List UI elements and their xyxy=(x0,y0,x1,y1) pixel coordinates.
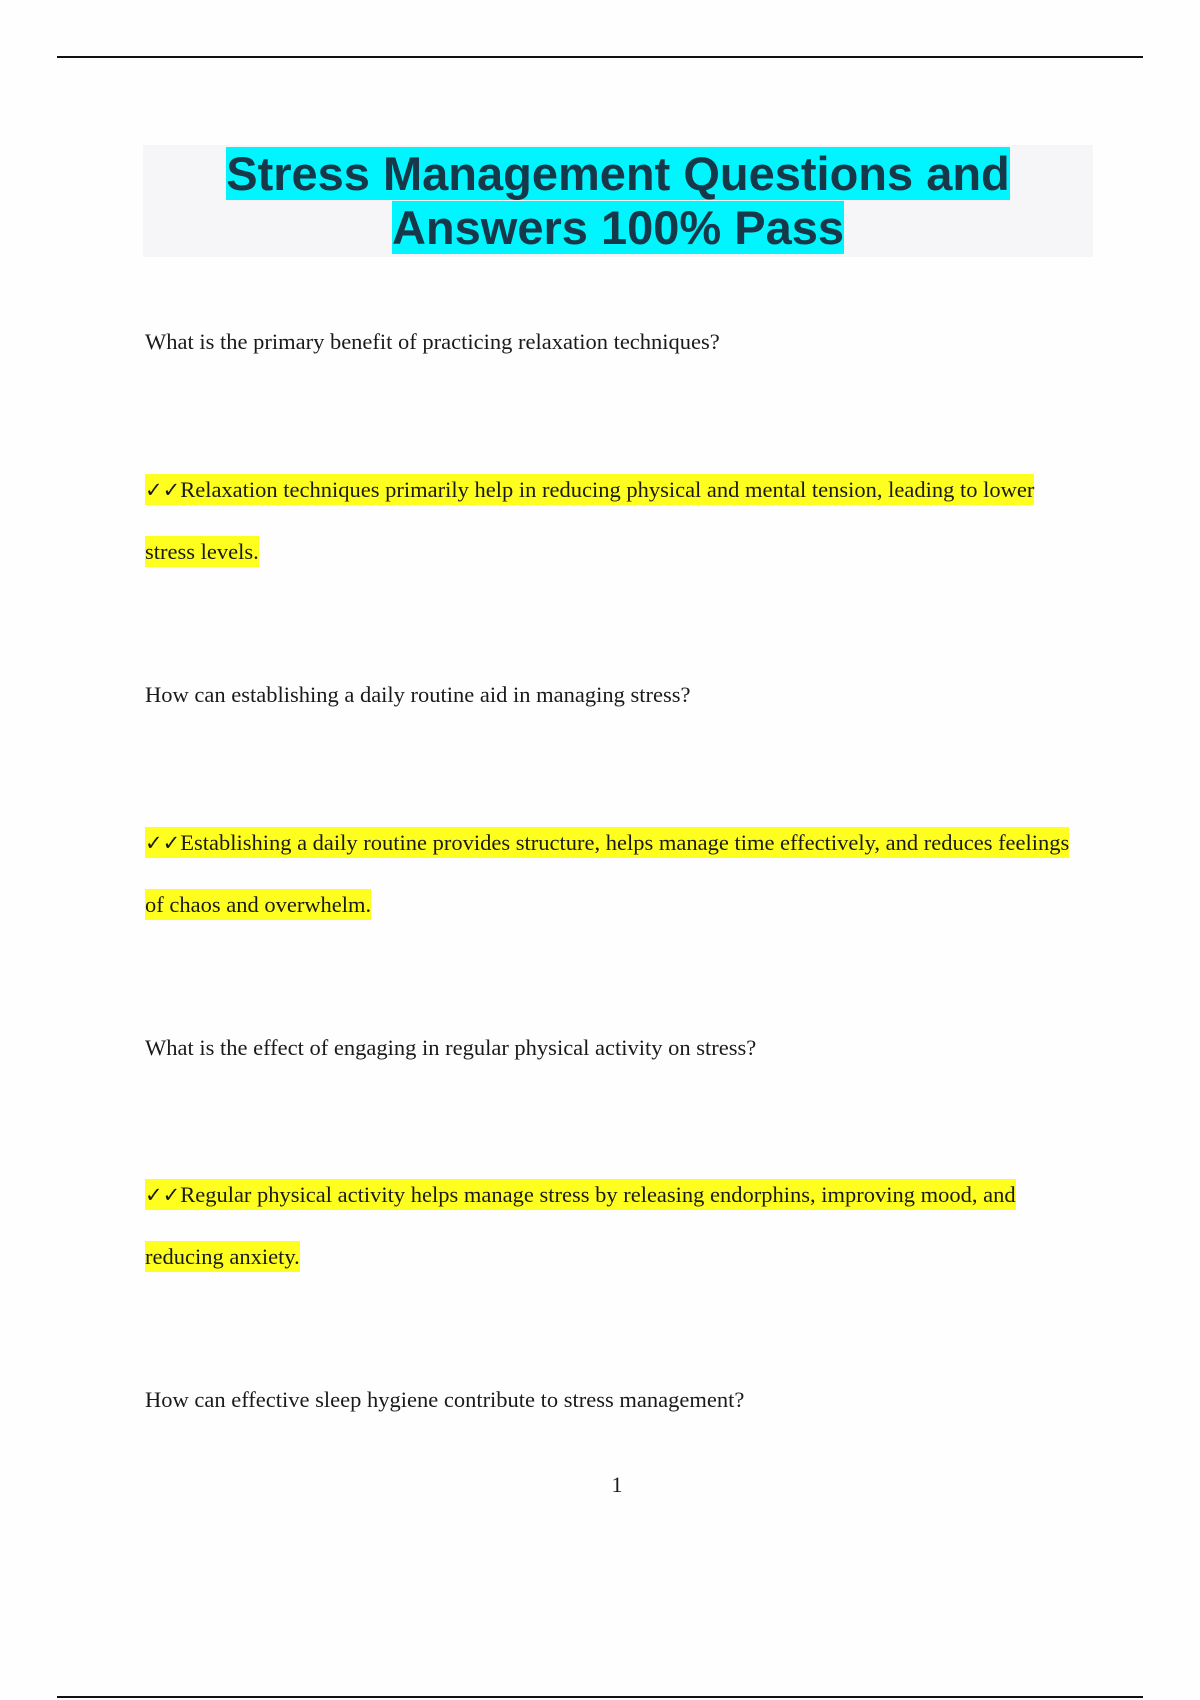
qa-item xyxy=(145,681,1085,709)
qa-item xyxy=(145,1386,1085,1414)
question-text: What is the effect of engaging in regular physical activity on stress? xyxy=(145,1035,757,1060)
question-text: How can effective sleep hygiene contribute to stress management? xyxy=(145,1387,745,1412)
question-text: What is the primary benefit of practicing relaxation techniques? xyxy=(145,329,720,354)
title-band xyxy=(143,145,1093,257)
answer-highlight: ✓✓Regular physical activity helps manage stress by releasing endorphins, improving mood, and reducing anxiety. xyxy=(145,1179,1016,1272)
check-mark-icon: ✓✓ xyxy=(145,475,180,505)
answer-text xyxy=(145,1164,1085,1287)
top-rule xyxy=(57,56,1143,58)
document-title: Stress Management Questions and Answers 100% Pass xyxy=(226,147,1010,254)
bottom-rule xyxy=(57,1696,1143,1698)
answer-block xyxy=(145,812,1085,935)
qa-item xyxy=(145,1034,1085,1062)
answer-highlight: ✓✓Relaxation techniques primarily help in reducing physical and mental tension, leading to lower stress levels. xyxy=(145,474,1034,567)
check-mark-icon: ✓✓ xyxy=(145,1180,180,1210)
answer-highlight: ✓✓Establishing a daily routine provides structure, helps manage time effectively, and reduces feelings of chaos and overwhelm. xyxy=(145,827,1069,920)
answer-block xyxy=(145,459,1085,582)
answer-text xyxy=(145,459,1085,582)
answer-text xyxy=(145,812,1085,935)
answer-block xyxy=(145,1164,1085,1287)
question-text: How can establishing a daily routine aid in managing stress? xyxy=(145,682,691,707)
page-number: 1 xyxy=(611,1472,623,1497)
check-mark-icon: ✓✓ xyxy=(145,828,180,858)
qa-item xyxy=(145,328,1085,356)
